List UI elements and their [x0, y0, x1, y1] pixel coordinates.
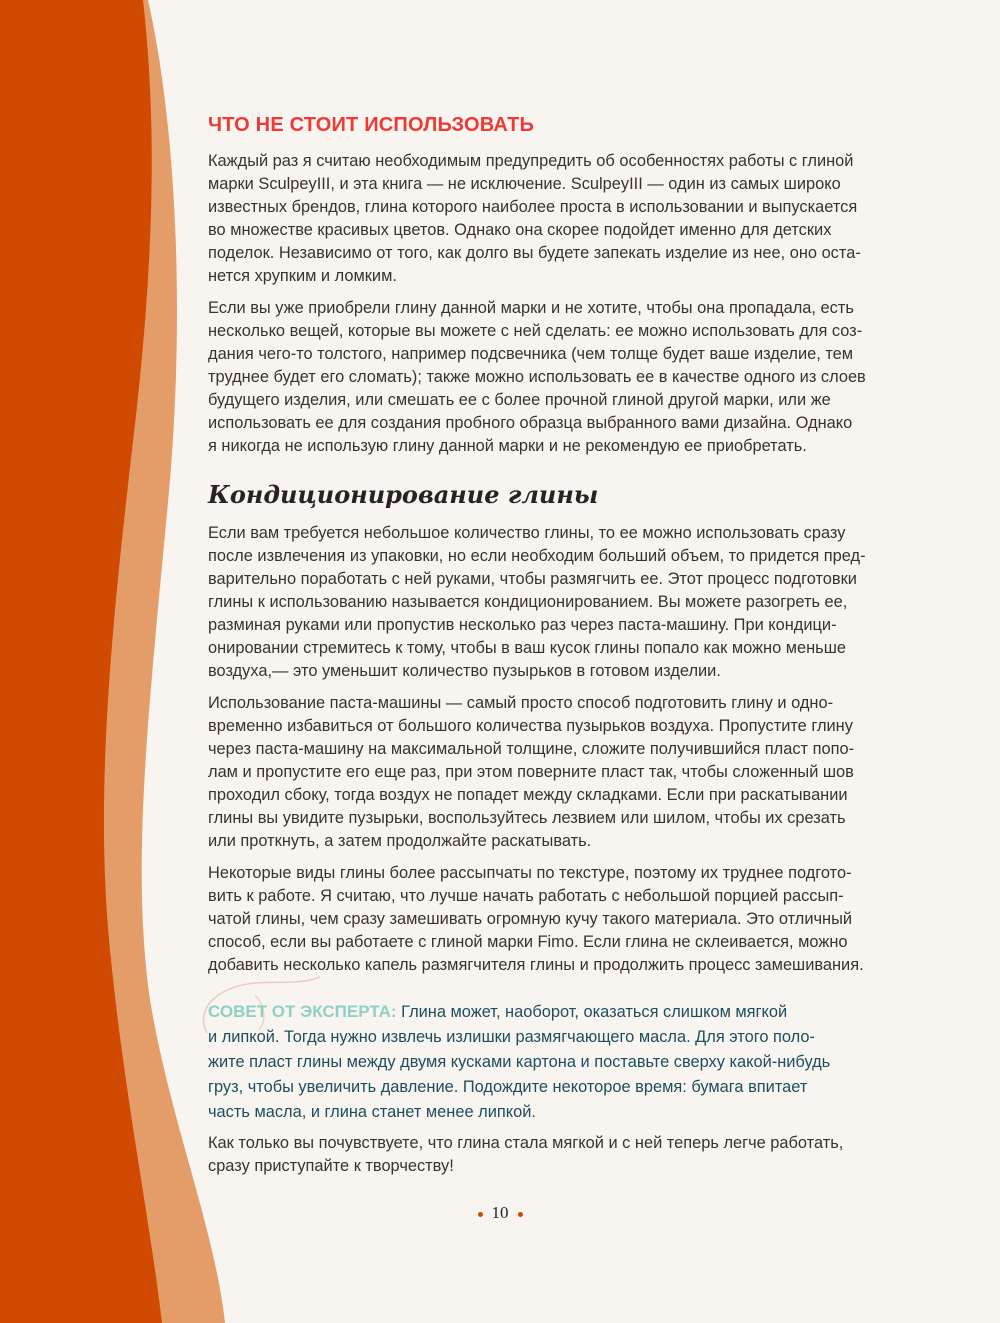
- expert-tip: [208, 999, 830, 1125]
- paragraph: Некоторые виды глины более рассыпчаты по текстуре, поэтому их труднее подгото- вить к работе. Я считаю, что лучше начать работать с небольшой порцией рассып- чатой глины, чем сразу замешивать огромную кучу такого материала. Это отличный способ, если вы работаете с глиной марки Fimo. Если глина не склеивается, можно добавить несколько капель размягчителя глины и продолжить процесс замешивания.: [208, 864, 864, 974]
- expert-tip-text: Глина может, наоборот, оказаться слишком мягкой и липкой. Тогда нужно извлечь излишки размягчающего масла. Для этого поло- жите пласт глины между двумя кусками картона и поставьте сверху какой-нибудь груз, чтобы увеличить давление. Подождите некоторое время: бумага впитает часть масла, и глина станет менее липкой.: [208, 1003, 831, 1121]
- closing-paragraph: Как только вы почувствуете, что глина стала мягкой и с ней теперь легче работать, сразу приступайте к творчеству!: [208, 1134, 844, 1175]
- bullet-dot-icon: [478, 1212, 483, 1217]
- paragraph: Если вы уже приобрели глину данной марки и не хотите, чтобы она пропадала, есть несколько вещей, которые вы можете с ней сделать: ее можно использовать для соз- дания чего-то толстого, например подсвечника (чем толще будет ваше изделие, тем труднее будет его сломать); также можно использовать ее в качестве одного из слоев будущего изделия, или смешать ее с более прочной глиной другой марки, или же использовать ее для создания пробного образца выбранного вами дизайна. Однако я никогда не использую глину данной марки и не рекомендую ее приобретать.: [208, 299, 866, 455]
- bullet-dot-icon: [518, 1212, 523, 1217]
- paragraph: Использование паста-машины — самый просто способ подготовить глину и одно- временно избавиться от большого количества пузырьков воздуха. Пропустите глину через паста-машину на максимальной толщине, сложите получившийся пласт попо- лам и пропустите его еще раз, при этом поверните пласт так, чтобы сложенный шов проходил сбоку, тогда воздух не попадет между складками. Если при раскатывании глины вы увидите пузырьки, воспользуйтесь лезвием или шилом, чтобы их срезать или проткнуть, а затем продолжайте раскатывать.: [208, 694, 855, 850]
- paragraph: Если вам требуется небольшое количество глины, то ее можно использовать сразу после извлечения из упаковки, но если необходим больший объем, то придется пред- варительно поработать с ней руками, чтобы размягчить ее. Этот процесс подготовки глины к использованию называется кондиционированием. Вы можете разогреть ее, разминая руками или пропустив несколько раз через паста-машину. При кондици- онировании стремитесь к тому, чтобы в ваш кусок глины попало как можно меньше воздуха,— это уменьшит количество пузырьков в готовом изделии.: [208, 524, 866, 680]
- paragraph: Каждый раз я считаю необходимым предупредить об особенностях работы с глиной марки SculpeyIII, и эта книга — не исключение. SculpeyIII — один из самых широко известных брендов, глина которого наиболее проста в использовании и выпускается во множестве красивых цветов. Однако она скорее подойдет именно для детских поделок. Независимо от того, как долго вы будете запекать изделие из нее, оно оста- нется хрупким и ломким.: [208, 152, 861, 285]
- page-number: [0, 1203, 1000, 1223]
- page-number-text: 10: [491, 1203, 509, 1222]
- expert-tip-label: СОВЕТ ОТ ЭКСПЕРТА:: [208, 1002, 397, 1021]
- section-heading-what-not-to-use: ЧТО НЕ СТОИТ ИСПОЛЬЗОВАТЬ: [208, 114, 535, 136]
- section-heading-conditioning: Кондиционирование глины: [208, 480, 599, 509]
